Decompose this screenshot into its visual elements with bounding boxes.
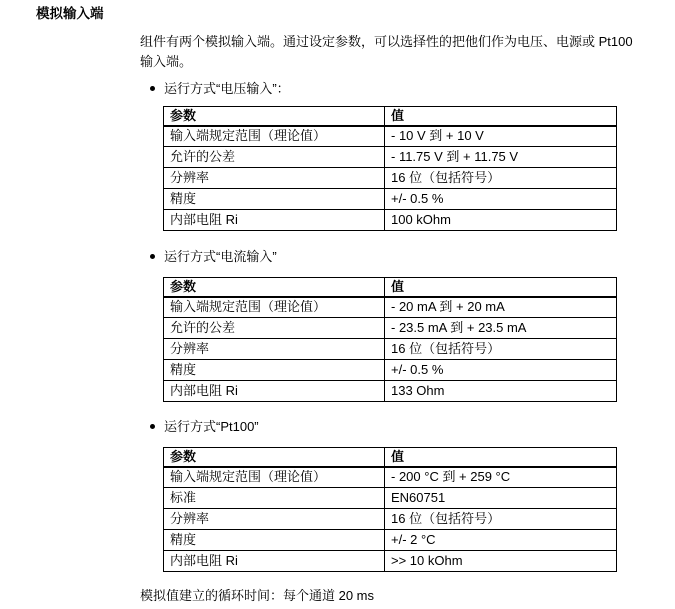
- param-cell: 允许的公差: [164, 318, 385, 339]
- table-row: [164, 339, 617, 360]
- param-cell: 精度: [164, 189, 385, 210]
- value-cell: +/- 2 °C: [385, 530, 617, 551]
- param-cell: 分辨率: [164, 509, 385, 530]
- param-column-header: 参数: [164, 278, 385, 297]
- value-cell: 16 位（包括符号）: [385, 339, 617, 360]
- intro-paragraph: 组件有两个模拟输入端。通过设定参数，可以选择性的把他们作为电压、电源或 Pt100 输入端。: [140, 34, 633, 69]
- value-cell: - 23.5 mA 到 + 23.5 mA: [385, 318, 617, 339]
- table-header-row: [164, 107, 617, 126]
- value-column-header: 值: [385, 278, 617, 297]
- table-row: [164, 189, 617, 210]
- value-cell: 133 Ohm: [385, 381, 617, 402]
- value-column-header: 值: [385, 107, 617, 126]
- param-cell: 输入端规定范围（理论值）: [164, 297, 385, 318]
- current-input-table: [163, 277, 617, 402]
- table-row: [164, 147, 617, 168]
- value-column-header: 值: [385, 448, 617, 467]
- operating-mode-label: 运行方式“Pt100”: [164, 419, 259, 434]
- table-header-row: [164, 278, 617, 297]
- table-row: [164, 488, 617, 509]
- operating-mode-label: 运行方式“电压输入”：: [164, 81, 290, 96]
- value-cell: 16 位（包括符号）: [385, 509, 617, 530]
- param-cell: 允许的公差: [164, 147, 385, 168]
- param-cell: 输入端规定范围（理论值）: [164, 467, 385, 488]
- value-cell: +/- 0.5 %: [385, 189, 617, 210]
- table-row: [164, 381, 617, 402]
- table-row: [164, 360, 617, 381]
- bullet-item-pt100: [150, 419, 259, 434]
- value-cell: - 11.75 V 到 + 11.75 V: [385, 147, 617, 168]
- table-row: [164, 318, 617, 339]
- cycle-time-note: 模拟值建立的循环时间：每个通道 20 ms: [140, 588, 375, 603]
- param-column-header: 参数: [164, 448, 385, 467]
- bullet-icon: [150, 86, 155, 91]
- value-cell: - 10 V 到 + 10 V: [385, 126, 617, 147]
- value-cell: - 20 mA 到 + 20 mA: [385, 297, 617, 318]
- page-title: 模拟输入端: [36, 6, 104, 21]
- bullet-item-voltage: [150, 81, 290, 96]
- bullet-icon: [150, 254, 155, 259]
- table-row: [164, 297, 617, 318]
- value-cell: 16 位（包括符号）: [385, 168, 617, 189]
- bullet-item-current: [150, 249, 277, 264]
- table-header-row: [164, 448, 617, 467]
- param-cell: 标准: [164, 488, 385, 509]
- bullet-icon: [150, 424, 155, 429]
- value-cell: - 200 °C 到 + 259 °C: [385, 467, 617, 488]
- param-cell: 分辨率: [164, 339, 385, 360]
- table-row: [164, 126, 617, 147]
- param-cell: 精度: [164, 530, 385, 551]
- voltage-input-table: [163, 106, 617, 231]
- value-cell: +/- 0.5 %: [385, 360, 617, 381]
- value-cell: >> 10 kOhm: [385, 551, 617, 572]
- operating-mode-label: 运行方式“电流输入”: [164, 249, 277, 264]
- value-cell: 100 kOhm: [385, 210, 617, 231]
- param-cell: 输入端规定范围（理论值）: [164, 126, 385, 147]
- param-cell: 精度: [164, 360, 385, 381]
- param-column-header: 参数: [164, 107, 385, 126]
- param-cell: 分辨率: [164, 168, 385, 189]
- table-row: [164, 509, 617, 530]
- table-row: [164, 168, 617, 189]
- pt100-table: [163, 447, 617, 572]
- table-row: [164, 210, 617, 231]
- param-cell: 内部电阻 Ri: [164, 551, 385, 572]
- param-cell: 内部电阻 Ri: [164, 381, 385, 402]
- table-row: [164, 551, 617, 572]
- table-row: [164, 467, 617, 488]
- table-row: [164, 530, 617, 551]
- param-cell: 内部电阻 Ri: [164, 210, 385, 231]
- value-cell: EN60751: [385, 488, 617, 509]
